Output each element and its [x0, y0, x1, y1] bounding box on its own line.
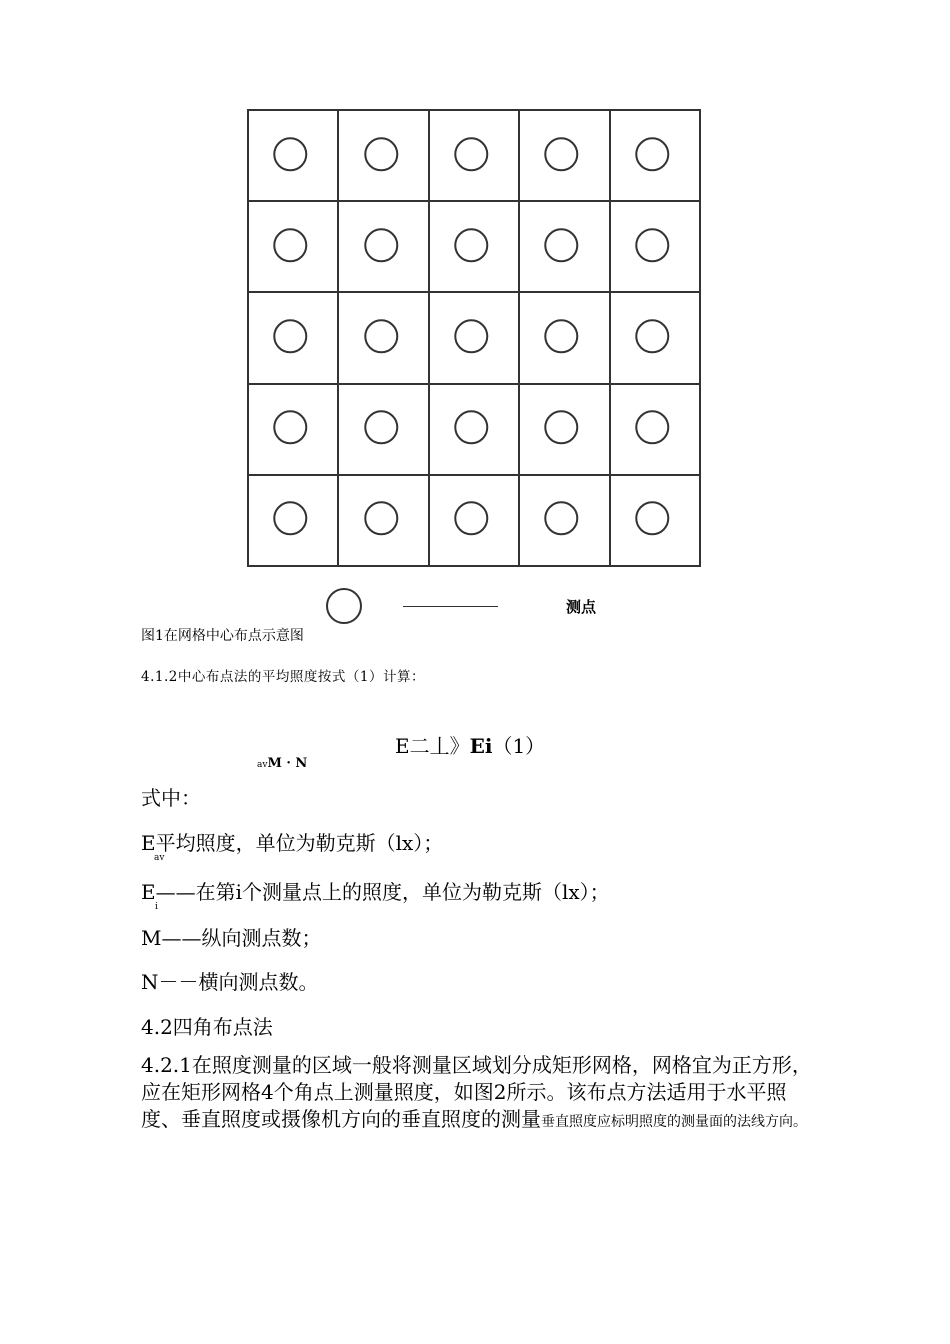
definition-text: ——在第i个测量点上的照度，单位为勒克斯（lx）；	[155, 880, 610, 904]
definition-text: ——纵向测点数；	[161, 926, 322, 950]
definition-subscript: av	[154, 853, 165, 863]
measurement-point-icon	[545, 502, 579, 536]
grid-cell	[430, 293, 520, 384]
measurement-point-icon	[454, 228, 488, 262]
measurement-grid	[247, 109, 701, 567]
para-small-text: 垂直照度应标明照度的测量面的法线方向。	[541, 1114, 807, 1130]
grid-cell	[249, 476, 339, 567]
grid-cell	[339, 476, 429, 567]
legend-circle-icon	[326, 588, 362, 624]
formula-number: （1）	[492, 734, 546, 758]
para-main-text: 4.2.1在照度测量的区域一般将测量区域划分成矩形网格，网格宜为正方形，应在矩形网格4个角点上测量照度，如图2所示。该布点方法适用于水平照度、垂直照度或摄像机方向的垂直照度的测量	[141, 1053, 812, 1131]
measurement-point-icon	[273, 228, 307, 262]
grid-cell	[339, 385, 429, 476]
measurement-point-icon	[364, 228, 398, 262]
grid-cell	[520, 476, 610, 567]
grid-cell	[430, 111, 520, 202]
para-4-1-2: 4.1.2中心布点法的平均照度按式（1）计算：	[141, 669, 425, 685]
definition-subscript: i	[155, 902, 158, 912]
grid-cell	[430, 476, 520, 567]
formula-ei: Ei	[469, 734, 493, 758]
measurement-point-icon	[545, 410, 579, 444]
measurement-point-icon	[364, 502, 398, 536]
measurement-point-icon	[545, 228, 579, 262]
measurement-point-icon	[364, 410, 398, 444]
grid-cell	[520, 202, 610, 293]
grid-cell	[611, 293, 701, 384]
definition-symbol: M	[141, 926, 162, 950]
measurement-point-icon	[635, 137, 669, 171]
measurement-point-icon	[635, 319, 669, 353]
grid-cell	[339, 111, 429, 202]
definition-row	[141, 966, 319, 995]
grid-cell	[249, 111, 339, 202]
where-label: 式中：	[141, 786, 201, 810]
measurement-point-icon	[635, 410, 669, 444]
measurement-point-icon	[454, 137, 488, 171]
measurement-point-icon	[364, 319, 398, 353]
measurement-point-icon	[273, 502, 307, 536]
measurement-point-icon	[364, 137, 398, 171]
measurement-point-icon	[545, 319, 579, 353]
measurement-point-icon	[635, 502, 669, 536]
definition-row	[141, 922, 321, 951]
para-4-2-1	[141, 1052, 821, 1136]
formula	[395, 730, 545, 759]
grid-cell	[611, 202, 701, 293]
definition-text: 平均照度，单位为勒克斯（lx）；	[155, 831, 444, 855]
grid-cell	[611, 476, 701, 567]
measurement-point-icon	[454, 319, 488, 353]
definition-symbol: N	[141, 970, 159, 994]
measurement-point-icon	[454, 410, 488, 444]
definition-text: －－横向测点数。	[158, 970, 319, 994]
grid-cell	[611, 385, 701, 476]
grid-cell	[249, 293, 339, 384]
measurement-point-icon	[273, 319, 307, 353]
formula-subline	[257, 756, 307, 771]
measurement-point-icon	[273, 137, 307, 171]
definition-row	[141, 876, 610, 905]
grid-cell	[249, 385, 339, 476]
grid-cell	[339, 202, 429, 293]
grid-cell	[430, 385, 520, 476]
definition-symbol: E	[141, 831, 156, 855]
measurement-point-icon	[545, 137, 579, 171]
grid-cell	[611, 111, 701, 202]
definition-row	[141, 827, 443, 856]
measurement-point-icon	[454, 502, 488, 536]
grid-cell	[339, 293, 429, 384]
section-heading: 4.2四角布点法	[141, 1015, 273, 1039]
figure-caption: 图1在网格中心布点示意图	[141, 628, 304, 644]
grid-cell	[520, 111, 610, 202]
legend-line	[403, 606, 498, 607]
legend-label: 测点	[566, 598, 597, 616]
formula-prefix: E二丄》	[395, 734, 470, 758]
grid-cell	[249, 202, 339, 293]
grid-cell	[520, 293, 610, 384]
definition-symbol: E	[141, 880, 156, 904]
formula-denominator: M · N	[267, 756, 308, 771]
formula-sub-av: av	[257, 760, 268, 770]
measurement-point-icon	[635, 228, 669, 262]
grid-cell	[430, 202, 520, 293]
measurement-point-icon	[273, 410, 307, 444]
grid-cell	[520, 385, 610, 476]
